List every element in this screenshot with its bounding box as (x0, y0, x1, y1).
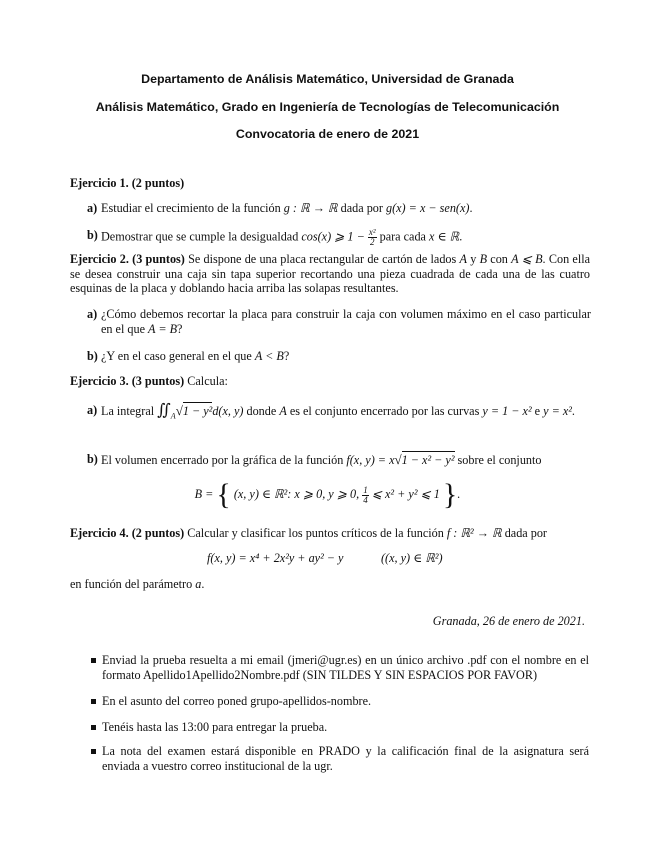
item-text: Estudiar el crecimiento de la función (101, 201, 284, 215)
exercise-4-formula: f(x, y) = x⁴ + 2x²y + ay² − y (207, 551, 344, 565)
item-text: . (459, 229, 463, 244)
item-text: ¿Cómo debemos recortar la placa para construir la caja con volumen máximo en el caso particular en el que (101, 307, 591, 336)
math-expression: 1 − y² (182, 404, 213, 418)
item-text: para cada (376, 229, 429, 244)
item-text: dada por (337, 201, 386, 215)
math-expression: cos(x) ⩾ 1 − (301, 229, 365, 244)
math-expression: x ∈ ℝ (429, 229, 460, 244)
exercise-4-closing: en función del parámetro a. (70, 577, 205, 591)
item-text: Demostrar que se cumple la desigualdad (101, 229, 302, 244)
fraction: $\frac{1}{4}$ (363, 484, 368, 505)
item-text: sobre el conjunto (454, 453, 542, 467)
exercise-3-heading (70, 374, 590, 389)
item-text: donde (243, 404, 280, 418)
math-expression: A = B (148, 322, 178, 336)
bullet-icon (91, 658, 96, 663)
exercise-3-label: Ejercicio 3. (70, 374, 129, 388)
item-letter: b) (87, 452, 98, 466)
exercise-1-heading (70, 176, 590, 191)
double-integral: ∬ (157, 402, 171, 419)
item-text: ¿Y en el caso general en el que (101, 349, 255, 363)
bullet-icon (91, 749, 96, 754)
exercise-4-points: (2 puntos) (131, 526, 185, 540)
exercise-4-statement: Ejercicio 4. (2 puntos) Calcular y clasificar los puntos críticos de la función f : ℝ² → ℝ dada por (70, 526, 547, 540)
math-expression: g(x) = x − sen(x) (386, 201, 470, 215)
session-title: Convocatoria de enero de 2021 (235, 127, 420, 141)
item-letter: b) (87, 349, 98, 363)
exercise-2-label: Ejercicio 2. (70, 252, 129, 266)
signature-date: Granada, 26 de enero de 2021. (432, 614, 585, 628)
exercise-4-domain: ((x, y) ∈ ℝ²) (381, 551, 443, 565)
set-definition: B = { (x, y) ∈ ℝ²: x ⩾ 0, y ⩾ 0, $\frac{1}{4}$ ⩽ x² + y² ⩽ 1 }. (194, 478, 461, 512)
math-expression: y = 1 − x² (482, 404, 532, 418)
course-title: Análisis Matemático, Grado en Ingeniería de Tecnologías de Telecomunicación (95, 100, 560, 114)
item-letter: a) (87, 307, 98, 321)
exercise-2-points: (3 puntos) (132, 252, 185, 266)
math-expression: d(x, y) (212, 404, 244, 418)
close-brace: } (442, 478, 458, 512)
bullet-icon (91, 699, 96, 704)
department-title: Departamento de Análisis Matemático, Universidad de Granada (141, 72, 514, 86)
item-letter: a) (87, 201, 98, 215)
exercise-3-points: (3 puntos) (131, 374, 185, 388)
item-letter: b) (87, 228, 98, 242)
exercise-3-intro: Calcula: (184, 374, 228, 388)
item-text: El volumen encerrado por la gráfica de la función (101, 453, 347, 467)
math-expression: f : ℝ² → ℝ (446, 526, 502, 540)
item-text: . (571, 404, 575, 418)
item-letter: a) (87, 403, 98, 417)
item-text: es el conjunto encerrado por las curvas (286, 404, 483, 418)
math-expression: g : ℝ → ℝ (283, 201, 338, 215)
item-text: . (469, 201, 473, 215)
item-text: e (531, 404, 544, 418)
exercise-1-points: (2 puntos) (131, 176, 185, 190)
math-expression: f(x, y) = x (346, 453, 395, 467)
bullet-icon (91, 725, 96, 730)
math-expression: A < B (254, 349, 284, 363)
exercise-4-label: Ejercicio 4. (70, 526, 129, 540)
math-expression: y = x² (543, 404, 572, 418)
item-text: ? (177, 322, 183, 336)
math-expression: 1 − x² − y² (401, 453, 455, 467)
item-text: La integral (101, 404, 158, 418)
exercise-2-statement: Ejercicio 2. (3 puntos) Se dispone de una placa rectangular de cartón de lados A y B con A ⩽ B. Con ella se desea construir una caja sin tapa superior recortando una pieza cuadrada de cada una de las cuatro esquinas de la placa y doblando hacia arriba las solapas resultantes. (70, 252, 591, 295)
exercise-1-label: Ejercicio 1. (70, 176, 129, 190)
fraction: $\frac{\text{x²}}{2}$ (368, 227, 376, 247)
item-text: ? (283, 349, 290, 363)
open-brace: { (216, 478, 231, 512)
